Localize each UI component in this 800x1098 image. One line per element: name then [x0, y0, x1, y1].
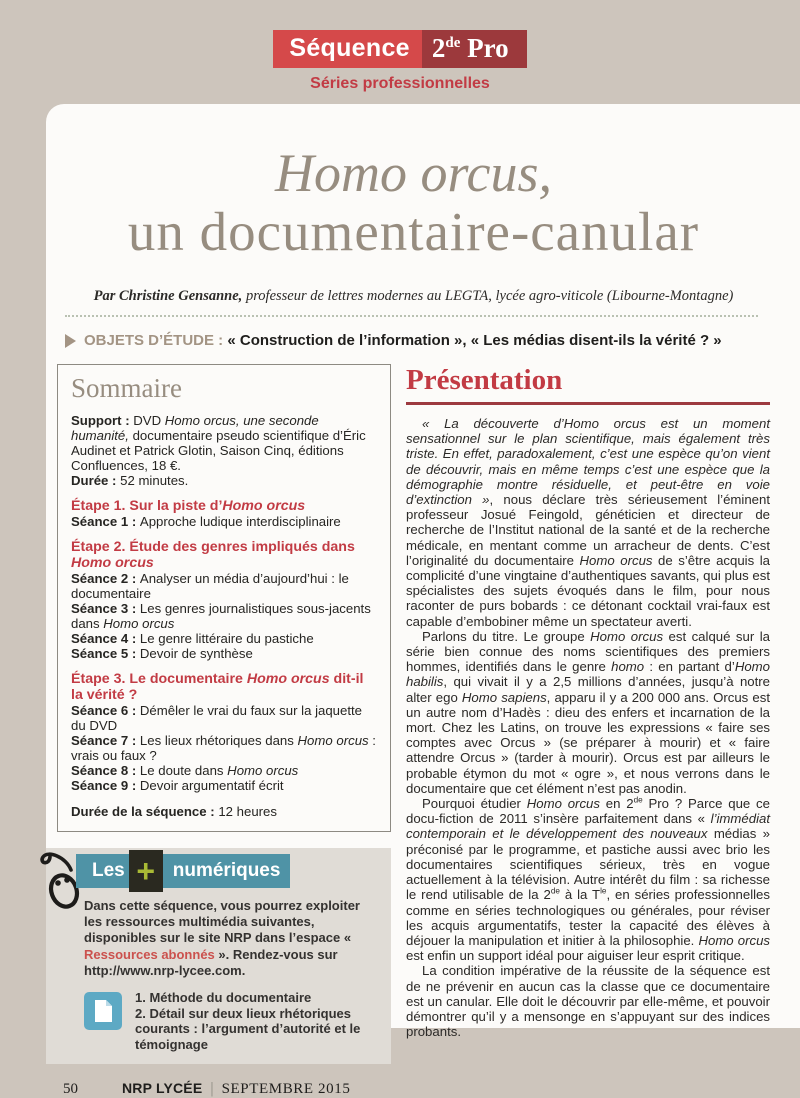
sommaire-heading: Sommaire: [71, 373, 182, 403]
series-subtitle: Séries professionnelles: [310, 75, 490, 92]
byline: Par Christine Gensanne, professeur de lettres modernes au LEGTA, lycée agro-viticole (Libourne-Montagne): [93, 288, 734, 304]
badge-level-label: [422, 30, 527, 68]
numeriques-badge: [76, 854, 290, 888]
sommaire-duree: Durée : 52 minutes.: [71, 473, 189, 488]
numeriques-resources: [84, 990, 377, 1052]
sommaire-seance-9: Séance 9 : Devoir argumentatif écrit: [71, 778, 284, 793]
objets-etude-text: OBJETS D’ÉTUDE : « Construction de l’information », « Les médias disent-ils la vérité ? »: [84, 332, 722, 349]
page-number: 50: [63, 1081, 78, 1098]
masthead: [0, 30, 800, 93]
article-title: [57, 144, 770, 262]
two-column-layout: [57, 364, 770, 1098]
plus-icon: +: [129, 850, 163, 892]
presentation-heading: Présentation: [406, 364, 563, 396]
presentation-paragraph-1: « La découverte d’Homo orcus est un moment sensationnel sur le plan scientifique, mais également très triste. En effet, paradoxalement, c’est une espèce qu’on vient de découvrir, mais en même temps c’est une espèce que la démographie montre résiduelle, et peut-être en voie d’extinction », nous déclare très sérieusement l’éminent professeur Josué Feingold, généticien et directeur de recherche de l’Institut national de la santé et de la recherche médicale, en mentant comme un arracheur de dents. C’est l’originalité du documentaire Homo orcus de s’être acquis la complicité d’une vingtaine d’authentiques savants, qui plus est spécialistes des sujets évoqués dans le film, pour nous raconter de purs bobards : ce détonant cocktail vrai-faux est capable d’embobiner même un spectateur averti.: [406, 416, 771, 629]
numeriques-intro: Dans cette séquence, vous pourrez exploiter les ressources multimédia suivantes, disponibles sur le site NRP dans l’espace « Ressources abonnés ». Rendez-vous sur http://www.nrp-lycee.com.: [84, 898, 360, 978]
presentation-paragraph-4: La condition impérative de la réussite de la séquence est de ne prévenir en aucun cas la classe que ce documentaire est un canular. Elle doit le découvrir par elle-même, et pouvoir démontrer qu’il y a mensonge en s’appuyant sur des indices probants.: [406, 963, 770, 1040]
sommaire-box: [57, 364, 391, 832]
triangle-bullet-icon: [65, 334, 76, 348]
sommaire-etape-1: Étape 1. Sur la piste d’Homo orcus: [71, 498, 306, 514]
resource-item-2: 2. Détail sur deux lieux rhétoriques courants : l’argument d’autorité et le témoignage: [135, 1005, 361, 1052]
magazine-brand: NRP LYCÉE: [122, 1080, 203, 1097]
document-icon: [84, 992, 122, 1030]
badge-level-number: 2: [431, 33, 446, 63]
numeriques-badge-word: numériques: [163, 854, 291, 888]
dotted-divider: [65, 315, 758, 317]
sommaire-seance-2: Séance 2 : Analyser un média d’aujourd’hui : le documentaire: [71, 571, 349, 601]
sommaire-seance-4: Séance 4 : Le genre littéraire du pastiche: [71, 631, 314, 646]
article-title-line2: un documentaire-canular: [127, 201, 700, 262]
numeriques-badge-les: Les: [76, 854, 129, 888]
numeriques-panel: [46, 848, 391, 1064]
badge-level-word: Pro: [460, 33, 509, 63]
footer-separator: |: [210, 1080, 214, 1098]
right-column: [406, 364, 770, 1098]
magazine-page: [46, 104, 800, 1098]
resource-item-1: 1. Méthode du documentaire: [135, 990, 312, 1006]
presentation-underline: [406, 402, 770, 405]
badge-level-superscript: de: [445, 35, 461, 51]
sommaire-duree-sequence: Durée de la séquence : 12 heures: [71, 804, 277, 819]
sommaire-seance-5: Séance 5 : Devoir de synthèse: [71, 646, 253, 661]
presentation-paragraph-2: Parlons du titre. Le groupe Homo orcus est calqué sur la série bien connue des noms scientifiques des premiers hommes, identifiés dans le genre homo : en partant d’Homo habilis, qui vivait il y a 2,5 millions d’années, jusqu’à notre alter ego Homo sapiens, apparu il y a 200 000 ans. Orcus est un autre nom d’Hadès : dieu des enfers et incarnation de la mort. Chez les Latins, on trouve les expressions « faire ses comptes avec Orcus » (se préparer à mourir) et « faire attendre Orcus » (tarder à mourir). Orcus est par ailleurs le probable étymon du mot « ogre », et nous verrons dans le documentaire que cet élément n’est pas anodin.: [406, 628, 770, 796]
resource-list: [135, 990, 377, 1052]
sommaire-seance-6: Séance 6 : Démêler le vrai du faux sur la jaquette du DVD: [71, 703, 363, 733]
objets-etude-row: [65, 332, 770, 349]
sommaire-etape-3: Étape 3. Le documentaire Homo orcus dit-il la vérité ?: [71, 671, 364, 703]
sommaire-etape-2: Étape 2. Étude des genres impliqués dans Homo orcus: [71, 539, 355, 571]
sommaire-seance-7: Séance 7 : Les lieux rhétoriques dans Homo orcus : vrais ou faux ?: [71, 733, 376, 763]
issue-date: SEPTEMBRE 2015: [221, 1081, 351, 1098]
sequence-badge: [273, 30, 526, 68]
presentation-paragraph-3: Pourquoi étudier Homo orcus en 2de Pro ? Parce que ce docu-fiction de 2011 s’insère parfaitement dans « l’immédiat contemporain et le développement des nouveaux médias » préconisé par le programme, et pastiche aussi avec brio les documentaires scientifiques sérieux, très en vogue actuellement à la télévision. Autre intérêt du film : sa richesse le rend utilisable de la 2de à la $T^{le}$, en séries professionnelles comme en séries technologiques ou générales, pour réviser les acquis argumentatifs, tester la capacité des élèves à déjouer la manipulation et initier à la philosophie. Homo orcus est enfin un support idéal pour aiguiser leur esprit critique.: [406, 795, 771, 964]
sommaire-support: Support : DVD Homo orcus, une seconde humanité, documentaire pseudo scientifique d’Éric Audinet et Patrick Glotin, Saison Cinq, éditions Confluences, 18 €.: [71, 413, 366, 473]
article-title-line1: Homo orcus,: [275, 143, 552, 203]
badge-sequence-label: Séquence: [273, 30, 422, 68]
sommaire-seance-1: Séance 1 : Approche ludique interdisciplinaire: [71, 514, 341, 529]
sommaire-seance-3: Séance 3 : Les genres journalistiques sous-jacents dans Homo orcus: [71, 601, 371, 631]
page-footer: [63, 1080, 391, 1098]
sommaire-seance-8: Séance 8 : Le doute dans Homo orcus: [71, 763, 299, 778]
left-column: [57, 364, 391, 1098]
